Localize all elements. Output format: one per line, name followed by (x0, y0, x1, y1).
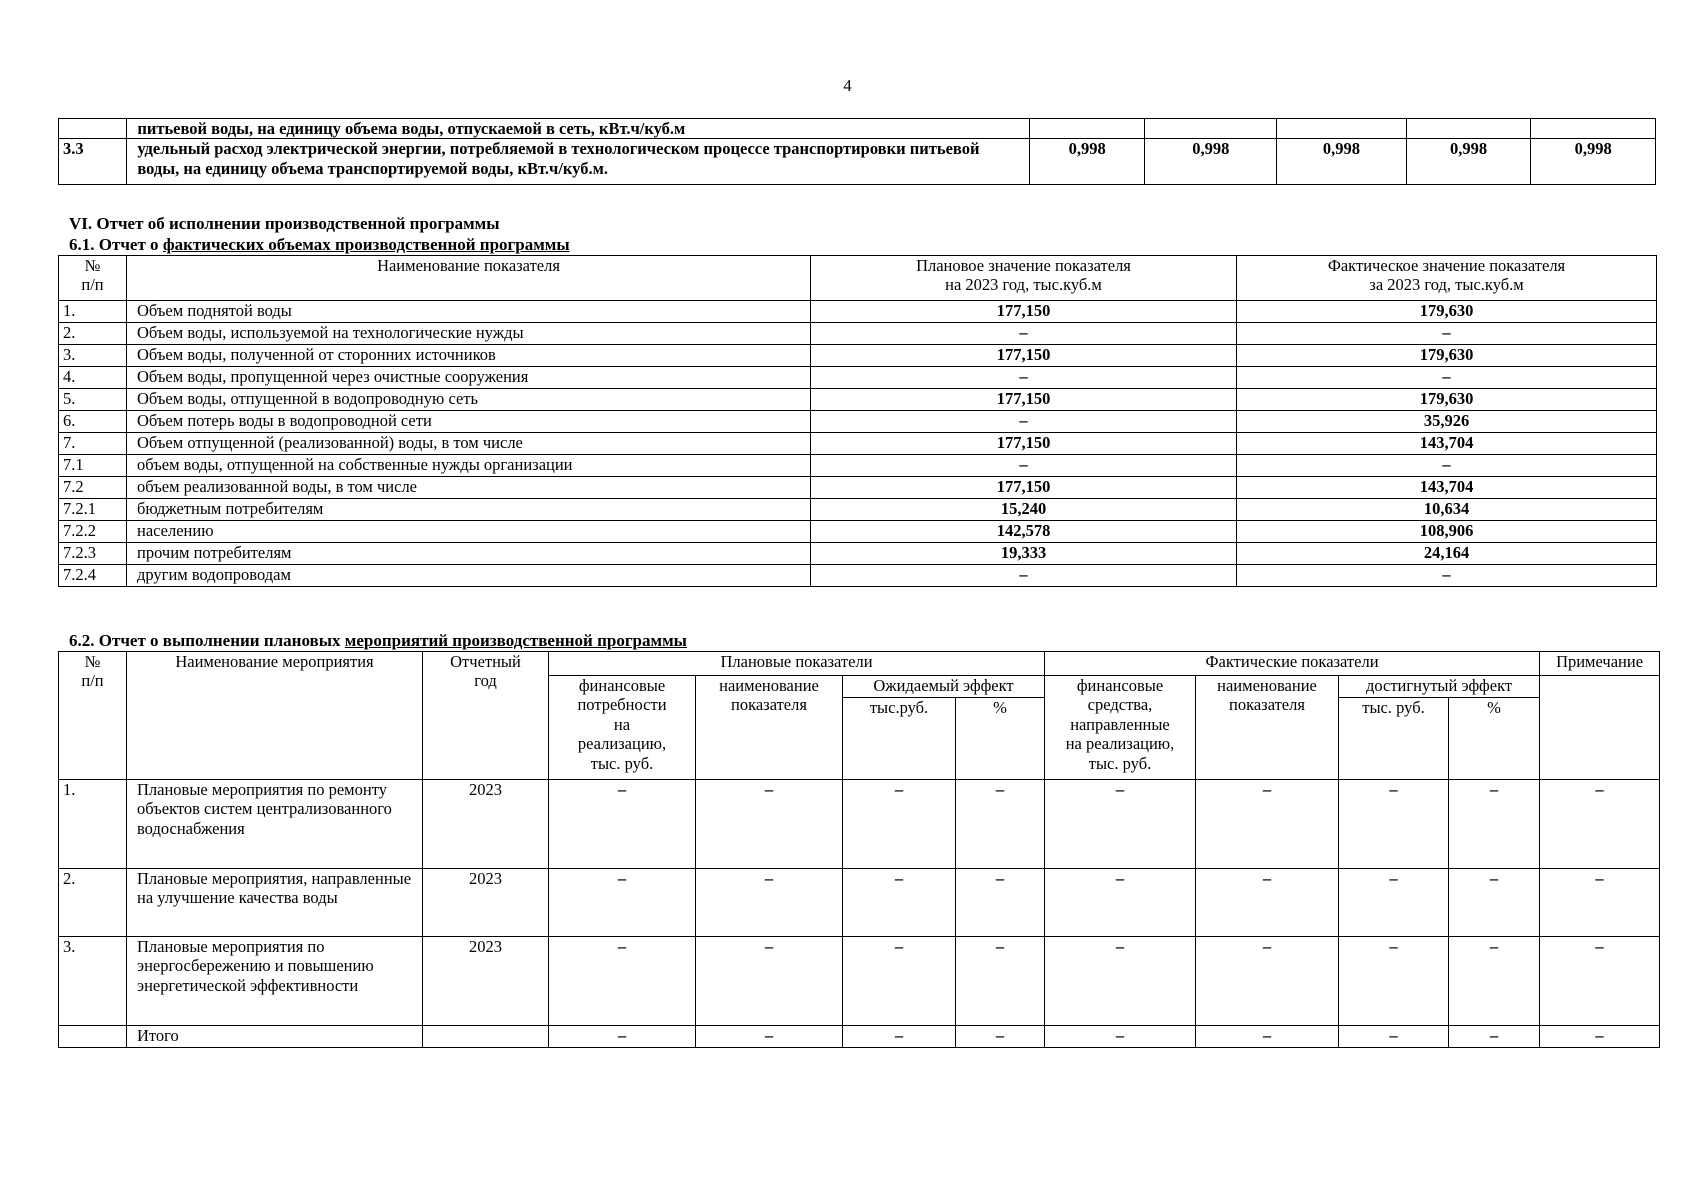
row-cell: – (956, 780, 1045, 869)
row-cell: – (549, 869, 696, 937)
row-num: 3. (59, 345, 127, 367)
row-cell: – (843, 937, 956, 1026)
row-cell: – (549, 780, 696, 869)
row-cell: – (1449, 937, 1540, 1026)
header-name: Наименование показателя (127, 256, 811, 301)
row-plan: – (811, 565, 1237, 587)
row-num: 7.2 (59, 477, 127, 499)
row-num: 6. (59, 411, 127, 433)
header-plan: Плановое значение показателя на 2023 год, тыс.куб.м (811, 256, 1237, 301)
table-row (59, 499, 1657, 521)
row-cell: – (1196, 780, 1339, 869)
subsection-62-prefix: 6.2. Отчет о выполнении плановых (69, 631, 345, 650)
row-cell: – (956, 1026, 1045, 1048)
table-row (59, 139, 1656, 185)
row-cell: – (1196, 869, 1339, 937)
row-plan: 177,150 (811, 477, 1237, 499)
row-cell: – (1540, 1026, 1660, 1048)
row-cell: – (1196, 1026, 1339, 1048)
row-name: другим водопроводам (127, 565, 811, 587)
row-fact: 179,630 (1237, 389, 1657, 411)
row-num: 5. (59, 389, 127, 411)
row-cell: – (1540, 869, 1660, 937)
row-fact: 24,164 (1237, 543, 1657, 565)
row-cell: – (696, 869, 843, 937)
row-name: Объем воды, отпущенной в водопроводную сеть (127, 389, 811, 411)
header-fact-group: Фактические показатели (1045, 652, 1540, 676)
header-plan-effect-rub: тыс.руб. (843, 698, 956, 780)
subsection-62-title (69, 631, 687, 651)
header-fact-fin: финансовые средства, направленные на реализацию, тыс. руб. (1045, 676, 1196, 780)
row-num: 7.2.4 (59, 565, 127, 587)
row-name: бюджетным потребителям (127, 499, 811, 521)
row-num: 7.2.2 (59, 521, 127, 543)
row-name: Объем воды, полученной от сторонних источников (127, 345, 811, 367)
row-cell: – (956, 869, 1045, 937)
header-note: Примечание (1540, 652, 1660, 676)
row-year: 2023 (423, 937, 549, 1026)
row-cell: – (549, 1026, 696, 1048)
value-cell (1029, 119, 1145, 139)
table-header-row (59, 256, 1657, 301)
row-cell: – (1045, 780, 1196, 869)
row-name: Плановые мероприятия по энергосбережению и повышению энергетической эффективности (127, 937, 423, 1026)
table-row (59, 433, 1657, 455)
table-row (59, 477, 1657, 499)
row-cell: – (1196, 937, 1339, 1026)
row-num: 2. (59, 869, 127, 937)
row-cell: – (843, 1026, 956, 1048)
row-name: Объем воды, пропущенной через очистные сооружения (127, 367, 811, 389)
row-cell: – (1045, 1026, 1196, 1048)
header-year: Отчетный год (423, 652, 549, 780)
row-year: 2023 (423, 869, 549, 937)
row-cell: – (843, 869, 956, 937)
section-title: VI. Отчет об исполнении производственной программы (69, 214, 500, 233)
header-plan-fin: финансовые потребности на реализацию, тыс. руб. (549, 676, 696, 780)
row-num: 7.2.1 (59, 499, 127, 521)
value-cell (1531, 119, 1656, 139)
row-name: Плановые мероприятия по ремонту объектов систем централизованного водоснабжения (127, 780, 423, 869)
row-number-cell: 3.3 (59, 139, 127, 185)
row-cell: – (1540, 780, 1660, 869)
table-row (59, 869, 1660, 937)
table-total-row (59, 1026, 1660, 1048)
energy-consumption-table (58, 118, 1656, 185)
row-num: 4. (59, 367, 127, 389)
row-plan: 177,150 (811, 389, 1237, 411)
header-name: Наименование мероприятия (127, 652, 423, 780)
row-num: 7.1 (59, 455, 127, 477)
table-row (59, 455, 1657, 477)
row-name: Объем воды, используемой на технологические нужды (127, 323, 811, 345)
row-plan: – (811, 455, 1237, 477)
row-fact: 179,630 (1237, 301, 1657, 323)
row-name: объем реализованной воды, в том числе (127, 477, 811, 499)
value-cell (1145, 119, 1277, 139)
row-cell: – (1339, 869, 1449, 937)
row-fact: – (1237, 455, 1657, 477)
table-header-row (59, 652, 1660, 676)
table-row (59, 119, 1656, 139)
row-fact: 108,906 (1237, 521, 1657, 543)
row-plan: 19,333 (811, 543, 1237, 565)
header-fact: Фактическое значение показателя за 2023 год, тыс.куб.м (1237, 256, 1657, 301)
header-fact-effect-rub: тыс. руб. (1339, 698, 1449, 780)
row-cell: – (1449, 869, 1540, 937)
row-plan: 15,240 (811, 499, 1237, 521)
total-label: Итого (127, 1026, 423, 1048)
value-cell: 0,998 (1531, 139, 1656, 185)
header-plan-group: Плановые показатели (549, 652, 1045, 676)
page-number: 4 (843, 76, 852, 95)
header-num: № п/п (59, 256, 127, 301)
row-num: 3. (59, 937, 127, 1026)
row-num: 7.2.3 (59, 543, 127, 565)
table-row (59, 937, 1660, 1026)
table-row (59, 389, 1657, 411)
row-cell: – (1540, 937, 1660, 1026)
row-cell: – (696, 780, 843, 869)
row-cell: – (1045, 937, 1196, 1026)
row-cell: – (549, 937, 696, 1026)
table-row (59, 411, 1657, 433)
row-num: 2. (59, 323, 127, 345)
row-num: 1. (59, 301, 127, 323)
row-cell: – (1339, 1026, 1449, 1048)
production-volume-table (58, 255, 1657, 587)
row-plan: 142,578 (811, 521, 1237, 543)
row-name: населению (127, 521, 811, 543)
row-name: Объем поднятой воды (127, 301, 811, 323)
row-fact: 35,926 (1237, 411, 1657, 433)
row-fact: 179,630 (1237, 345, 1657, 367)
header-plan-indicator: наименование показателя (696, 676, 843, 780)
row-number-cell (59, 119, 127, 139)
row-fact: 10,634 (1237, 499, 1657, 521)
table-row (59, 565, 1657, 587)
row-cell: – (1339, 780, 1449, 869)
header-fact-effect-pct: % (1449, 698, 1540, 780)
table-row (59, 345, 1657, 367)
row-plan: – (811, 411, 1237, 433)
row-fact: 143,704 (1237, 433, 1657, 455)
row-name: Объем потерь воды в водопроводной сети (127, 411, 811, 433)
row-cell: – (1339, 937, 1449, 1026)
subsection-62-underlined: мероприятий производственной программы (344, 631, 687, 650)
header-plan-effect-pct: % (956, 698, 1045, 780)
row-fact: – (1237, 565, 1657, 587)
subsection-61-prefix: 6.1. Отчет о (69, 235, 163, 254)
table-row (59, 323, 1657, 345)
row-year (423, 1026, 549, 1048)
row-plan: – (811, 367, 1237, 389)
row-name: прочим потребителям (127, 543, 811, 565)
subsection-61-underlined: фактических объемах производственной программы (162, 235, 570, 254)
planned-measures-table (58, 651, 1660, 1048)
table-row (59, 780, 1660, 869)
value-cell: 0,998 (1406, 139, 1531, 185)
value-cell: 0,998 (1029, 139, 1145, 185)
table-row (59, 301, 1657, 323)
table-row (59, 521, 1657, 543)
row-cell: – (1045, 869, 1196, 937)
row-text-cell: удельный расход электрической энергии, потребляемой в технологическом процессе транспортировки питьевой воды, на единицу объема транспортируемой воды, кВт.ч/куб.м. (127, 139, 1030, 185)
value-cell (1277, 119, 1407, 139)
header-plan-effect: Ожидаемый эффект (843, 676, 1045, 698)
row-cell: – (696, 1026, 843, 1048)
row-plan: – (811, 323, 1237, 345)
row-cell: – (956, 937, 1045, 1026)
row-text-cell: питьевой воды, на единицу объема воды, отпускаемой в сеть, кВт.ч/куб.м (127, 119, 1030, 139)
row-plan: 177,150 (811, 301, 1237, 323)
subsection-61-title (69, 235, 570, 255)
header-note-empty (1540, 676, 1660, 780)
value-cell: 0,998 (1277, 139, 1407, 185)
value-cell (1406, 119, 1531, 139)
row-name: Плановые мероприятия, направленные на улучшение качества воды (127, 869, 423, 937)
row-year: 2023 (423, 780, 549, 869)
row-num (59, 1026, 127, 1048)
row-fact: – (1237, 367, 1657, 389)
row-name: объем воды, отпущенной на собственные нужды организации (127, 455, 811, 477)
row-fact: 143,704 (1237, 477, 1657, 499)
table-row (59, 367, 1657, 389)
row-fact: – (1237, 323, 1657, 345)
row-num: 7. (59, 433, 127, 455)
header-fact-effect: достигнутый эффект (1339, 676, 1540, 698)
header-num: № п/п (59, 652, 127, 780)
row-cell: – (1449, 780, 1540, 869)
row-name: Объем отпущенной (реализованной) воды, в том числе (127, 433, 811, 455)
header-fact-indicator: наименование показателя (1196, 676, 1339, 780)
row-plan: 177,150 (811, 433, 1237, 455)
value-cell: 0,998 (1145, 139, 1277, 185)
table-row (59, 543, 1657, 565)
row-cell: – (1449, 1026, 1540, 1048)
row-cell: – (696, 937, 843, 1026)
row-cell: – (843, 780, 956, 869)
row-plan: 177,150 (811, 345, 1237, 367)
row-num: 1. (59, 780, 127, 869)
